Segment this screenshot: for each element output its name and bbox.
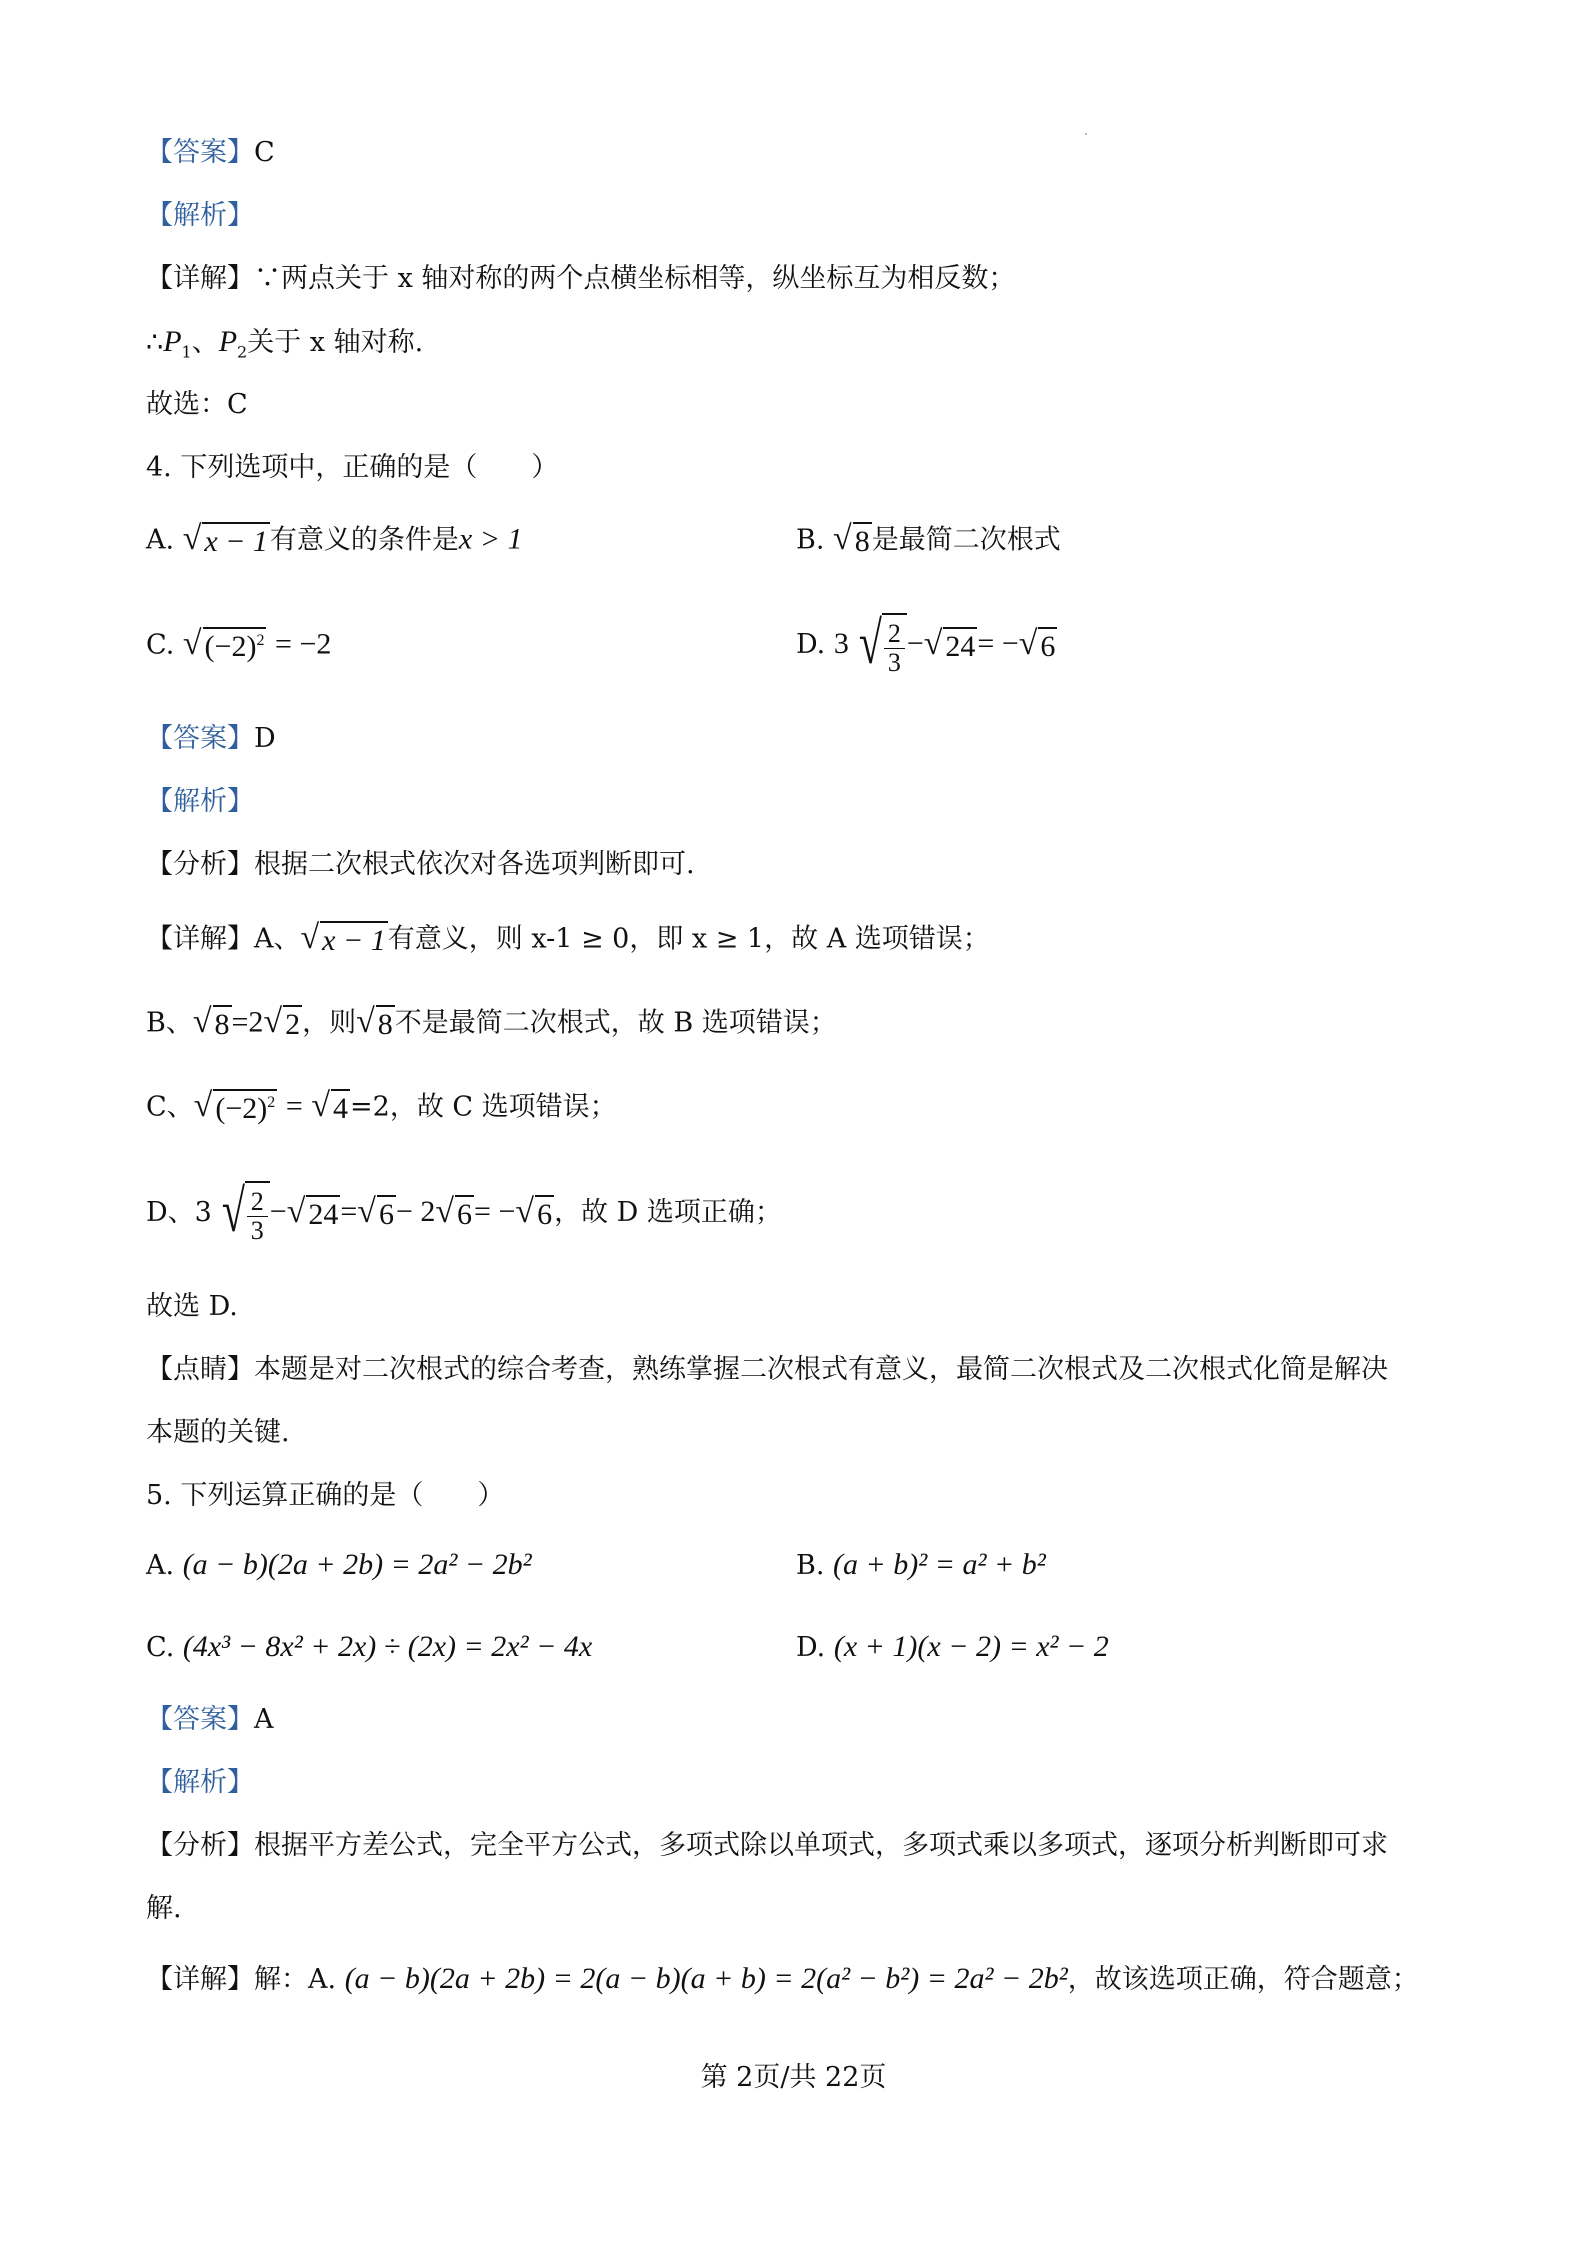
- radicand: 8: [376, 1005, 395, 1043]
- radical-icon: √: [300, 919, 320, 956]
- radical-icon: √: [923, 624, 943, 662]
- option-expression: (a + b)² = a² + b²: [833, 1548, 1046, 1581]
- item-prefix: D、3: [146, 1197, 212, 1228]
- q4-detail-c: [146, 1089, 617, 1127]
- q4-answer: [146, 722, 276, 756]
- radical-icon: √: [193, 1087, 213, 1124]
- analysis-label: 【解析】: [146, 1767, 254, 1798]
- radicand: 6: [377, 1195, 396, 1233]
- equals: = −: [474, 1195, 516, 1228]
- fenxi-label: 【分析】: [146, 849, 254, 880]
- item-prefix: B、: [146, 1007, 193, 1039]
- q3-analysis: [146, 199, 254, 233]
- radicand: x − 1: [202, 522, 270, 560]
- detail-label: 【详解】: [146, 263, 254, 294]
- option-text: 是最简二次根式: [871, 524, 1061, 556]
- page-footer: 第 2页/共 22页: [700, 2062, 887, 2093]
- sqrt-expression: [193, 1005, 232, 1043]
- radicand-base: (−2): [215, 1092, 268, 1125]
- equals: =: [340, 1195, 358, 1228]
- detail-text: 有意义，则 x-1 ≥ 0，即 x ≥ 1，故 A 选项错误；: [387, 923, 990, 955]
- radicand: x − 1: [320, 921, 388, 959]
- radical-icon: √: [515, 1192, 535, 1230]
- sqrt-fraction: [212, 1177, 270, 1247]
- exponent: 2: [256, 632, 265, 649]
- sqrt-expression: [311, 1089, 350, 1127]
- radicand: 24: [306, 1195, 340, 1233]
- scan-speck: [1085, 133, 1087, 135]
- sqrt-expression: [357, 1192, 396, 1233]
- radical-icon: √: [286, 1192, 306, 1230]
- q5-detail: [146, 1962, 1419, 1997]
- q3-detail: [146, 262, 1015, 296]
- numerator: 2: [247, 1188, 268, 1217]
- sqrt-expression: [263, 1005, 302, 1043]
- radical-icon: √: [858, 609, 882, 676]
- detail-label: 【详解】: [146, 1964, 254, 1995]
- radicand-base: (−2): [204, 630, 257, 663]
- q4-stem: 4. 下列选项中，正确的是（ ）: [146, 452, 559, 483]
- equals: = −: [977, 627, 1019, 660]
- denominator: 3: [250, 1216, 264, 1246]
- radical-icon: √: [833, 520, 852, 557]
- minus-coefficient: − 2: [395, 1195, 436, 1228]
- fenxi-label: 【分析】: [146, 1830, 254, 1861]
- sqrt-expression: [923, 624, 978, 665]
- radicand: 24: [943, 627, 977, 665]
- exponent: 2: [267, 1094, 276, 1111]
- q5-answer: [146, 1703, 274, 1737]
- radical-icon: √: [182, 625, 202, 662]
- answer-value: D: [254, 723, 276, 754]
- option-label: C.: [146, 629, 175, 661]
- radicand: 2: [283, 1005, 302, 1043]
- minus: −: [906, 627, 924, 660]
- condition: x > 1: [458, 522, 523, 556]
- equals: =2: [231, 1005, 264, 1039]
- rhs: = −2: [275, 627, 332, 661]
- point-p1: P: [163, 325, 182, 358]
- option-label: A.: [146, 1550, 175, 1581]
- option-label: B.: [796, 1550, 825, 1581]
- radicand: 6: [535, 1195, 554, 1233]
- sqrt-expression: [1018, 624, 1058, 665]
- sqrt-fraction: [849, 609, 907, 679]
- q4-detail-a: [146, 921, 990, 959]
- q4-option-d: [796, 609, 1057, 679]
- q4-dianjing-cont: 本题的关键.: [146, 1417, 290, 1448]
- option-expression: (x + 1)(x − 2) = x² − 2: [833, 1630, 1109, 1663]
- sqrt-expression: [833, 522, 872, 560]
- detail-text: =2，故 C 选项错误；: [350, 1091, 617, 1123]
- q5-option-b: [796, 1548, 1046, 1583]
- radical-icon: √: [182, 520, 202, 557]
- radicand: 4: [331, 1089, 350, 1127]
- detail-text: ∵两点关于 x 轴对称的两个点横坐标相等，纵坐标互为相反数；: [254, 263, 1016, 294]
- numerator: 2: [884, 620, 905, 649]
- sqrt-expression: [356, 1005, 395, 1043]
- subscript-2: 2: [237, 342, 248, 362]
- q5-fenxi: [146, 1829, 1388, 1863]
- answer-label: 【答案】: [146, 723, 254, 754]
- conclusion-text: 关于 x 轴对称.: [247, 327, 424, 358]
- sqrt-expression: [515, 1192, 554, 1233]
- radical-icon: √: [221, 1177, 245, 1244]
- therefore-symbol: ∴: [146, 327, 164, 358]
- answer-value: C: [254, 137, 275, 168]
- radicand: 6: [455, 1195, 474, 1233]
- q4-detail-d: [146, 1177, 782, 1247]
- detail-text: 不是最简二次根式，故 B 选项错误；: [394, 1007, 837, 1039]
- radicand: 6: [1038, 627, 1057, 665]
- q3-choose: 故选：C: [146, 389, 248, 420]
- dianjing-label: 【点睛】: [146, 1354, 254, 1385]
- radical-icon: √: [1018, 624, 1038, 662]
- q5-stem: 5. 下列运算正确的是（ ）: [146, 1480, 505, 1511]
- option-expression: (a − b)(2a + 2b) = 2a² − 2b²: [182, 1548, 532, 1581]
- radical-icon: √: [311, 1087, 331, 1124]
- q4-option-b: [796, 522, 1061, 560]
- detail-text: ，故 D 选项正确；: [554, 1197, 782, 1228]
- sqrt-expression: [435, 1192, 474, 1233]
- equals: =: [285, 1089, 303, 1123]
- q4-choose: 故选 D.: [146, 1291, 238, 1322]
- q4-option-a: [146, 522, 522, 560]
- sqrt-expression: [286, 1192, 341, 1233]
- separator: 、: [191, 327, 219, 358]
- q4-analysis: [146, 785, 254, 819]
- minus: −: [269, 1195, 287, 1228]
- connector: ，则: [302, 1007, 357, 1039]
- radicand: 8: [853, 522, 872, 560]
- q5-option-d: [796, 1630, 1109, 1665]
- dianjing-text: 本题是对二次根式的综合考查，熟练掌握二次根式有意义，最简二次根式及二次根式化简是解决: [254, 1354, 1388, 1385]
- option-label: D.: [796, 629, 826, 660]
- option-label: A.: [146, 524, 175, 556]
- sqrt-expression: [183, 627, 267, 665]
- q3-answer: [146, 136, 275, 170]
- coefficient: 3: [833, 627, 849, 660]
- q5-analysis: [146, 1766, 254, 1800]
- sqrt-expression: [183, 522, 270, 560]
- radicand: [213, 1089, 277, 1127]
- option-label: C.: [146, 1632, 175, 1663]
- q4-option-c: [146, 627, 331, 665]
- detail-expression: (a − b)(2a + 2b) = 2(a − b)(a + b) = 2(a² − b²) = 2a² − 2b²: [344, 1962, 1068, 1995]
- option-label: B.: [796, 524, 825, 556]
- sqrt-expression: [194, 1089, 278, 1127]
- denominator: 3: [887, 648, 901, 678]
- item-prefix: A、: [254, 923, 301, 955]
- q5-option-a: [146, 1548, 532, 1583]
- q5-fenxi-cont: 解.: [146, 1893, 182, 1924]
- answer-label: 【答案】: [146, 137, 254, 168]
- q3-conclusion: [146, 325, 423, 360]
- point-p2: P: [218, 325, 238, 358]
- radicand: [203, 627, 267, 665]
- radical-icon: √: [192, 1003, 212, 1040]
- q4-fenxi: [146, 848, 695, 882]
- radical-icon: √: [357, 1192, 376, 1230]
- fenxi-text: 根据二次根式依次对各选项判断即可.: [254, 849, 695, 880]
- option-expression: (4x³ − 8x² + 2x) ÷ (2x) = 2x² − 4x: [182, 1630, 593, 1663]
- radicand: 8: [213, 1005, 232, 1043]
- option-text: 有意义的条件是: [269, 524, 459, 556]
- analysis-label: 【解析】: [146, 786, 254, 817]
- option-label: D.: [796, 1632, 826, 1663]
- answer-value: A: [254, 1704, 274, 1735]
- radical-icon: √: [263, 1003, 283, 1040]
- subscript-1: 1: [181, 342, 192, 362]
- q4-dianjing: [146, 1353, 1388, 1387]
- detail-prefix: 解：A.: [254, 1964, 337, 1995]
- radical-icon: √: [356, 1003, 375, 1040]
- q5-option-c: [146, 1630, 592, 1665]
- detail-text: ，故该选项正确，符合题意；: [1067, 1964, 1419, 1995]
- sqrt-expression: [301, 921, 388, 959]
- radical-icon: √: [435, 1192, 455, 1230]
- answer-label: 【答案】: [146, 1704, 254, 1735]
- q4-detail-b: [146, 1005, 837, 1043]
- analysis-label: 【解析】: [146, 200, 254, 231]
- detail-label: 【详解】: [146, 923, 254, 955]
- fenxi-text: 根据平方差公式，完全平方公式，多项式除以单项式，多项式乘以多项式，逐项分析判断即可求: [254, 1830, 1388, 1861]
- item-prefix: C、: [146, 1091, 194, 1123]
